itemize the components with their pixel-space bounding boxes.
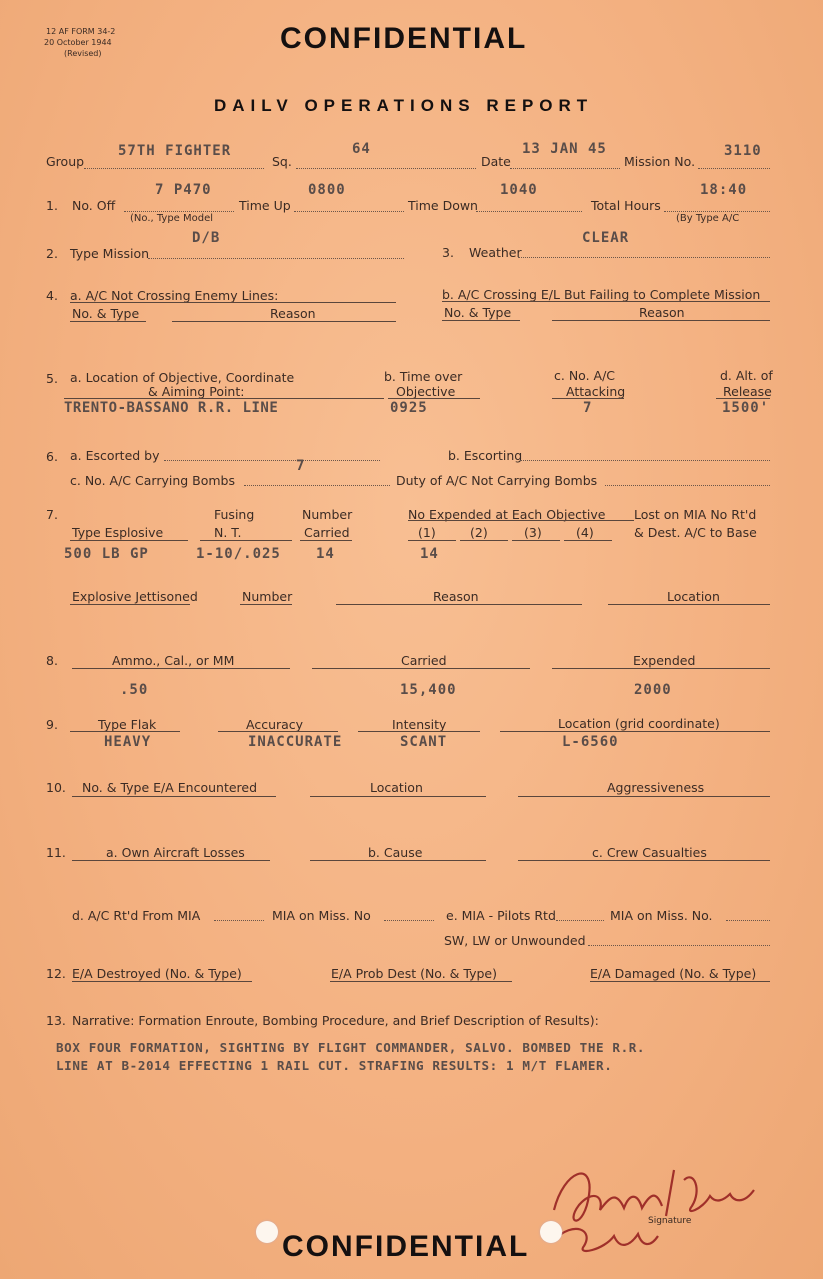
form-number: 12 AF FORM 34-2 xyxy=(46,27,116,36)
mia-pilots-label: e. MIA - Pilots Rtd xyxy=(446,908,556,923)
flak-type-value: HEAVY xyxy=(104,734,152,750)
intensity-label: Intensity xyxy=(392,717,447,732)
by-type-label: (By Type A/C xyxy=(676,213,740,224)
cause-label: b. Cause xyxy=(368,845,423,860)
escorting-label: b. Escorting xyxy=(448,448,523,463)
objective-1-label: (1) xyxy=(418,525,436,540)
flak-intensity-value: SCANT xyxy=(400,734,448,750)
time-down-value: 1040 xyxy=(500,182,538,198)
reason-label-a: Reason xyxy=(270,306,316,321)
aggressiveness-label: Aggressiveness xyxy=(607,780,705,795)
objective-4-label: (4) xyxy=(576,525,594,540)
ammo-expended-label: Expended xyxy=(633,653,696,668)
objective-value: TRENTO-BASSANO R.R. LINE xyxy=(64,400,279,416)
carrying-bombs-value: 7 xyxy=(296,458,306,474)
ammo-cal-value: .50 xyxy=(120,682,149,698)
alt-release-label-1: d. Alt. of xyxy=(720,368,773,383)
date-value: 13 JAN 45 xyxy=(522,141,607,157)
ea-destroyed-label: E/A Destroyed (No. & Type) xyxy=(72,966,242,981)
mia-miss-label-2: MIA on Miss. No. xyxy=(610,908,713,923)
not-crossing-label: a. A/C Not Crossing Enemy Lines: xyxy=(70,288,279,303)
classification-top: CONFIDENTIAL xyxy=(280,22,528,55)
narrative-label: Narrative: Formation Enroute, Bombing Procedure, and Brief Description of Results): xyxy=(72,1013,599,1028)
signature-image xyxy=(534,1150,764,1260)
escorted-by-label: a. Escorted by xyxy=(70,448,160,463)
item-6-number: 6. xyxy=(46,449,58,464)
narrative-line-1: BOX FOUR FORMATION, SIGHTING BY FLIGHT COMMANDER, SALVO. BOMBED THE R.R. xyxy=(56,1040,646,1055)
time-down-label: Time Down xyxy=(408,198,478,213)
item-11-number: 11. xyxy=(46,845,66,860)
time-over-label-1: b. Time over xyxy=(384,369,463,384)
item-10-number: 10. xyxy=(46,780,66,795)
mission-no-value: 3110 xyxy=(724,143,762,159)
no-off-label: No. Off xyxy=(72,198,116,213)
crew-casualties-label: c. Crew Casualties xyxy=(592,845,707,860)
objective-label-2: & Aiming Point: xyxy=(148,384,245,399)
accuracy-label: Accuracy xyxy=(246,717,304,732)
flak-location-label: Location (grid coordinate) xyxy=(558,716,720,731)
jettisoned-reason-label: Reason xyxy=(433,589,479,604)
date-label: Date xyxy=(481,154,511,169)
time-over-label-2: Objective xyxy=(396,384,456,399)
type-flak-label: Type Flak xyxy=(98,717,157,732)
ea-location-label: Location xyxy=(370,780,423,795)
group-label: Group xyxy=(46,154,85,169)
time-up-label: Time Up xyxy=(239,198,291,213)
explosive-value: 500 LB GP xyxy=(64,546,149,562)
ammo-carried-label: Carried xyxy=(401,653,447,668)
report-title: DAILV OPERATIONS REPORT xyxy=(214,96,594,115)
item-13-number: 13. xyxy=(46,1013,66,1028)
jettisoned-label: Explosive Jettisoned xyxy=(72,589,198,604)
expended-1-value: 14 xyxy=(420,546,439,562)
lost-label-1: Lost on MIA No Rt'd xyxy=(634,507,757,522)
no-type-label-b: No. & Type xyxy=(444,305,512,320)
ammo-carried-value: 15,400 xyxy=(400,682,457,698)
carried-label: Carried xyxy=(304,525,350,540)
item-12-number: 12. xyxy=(46,966,66,981)
objective-2-label: (2) xyxy=(470,525,488,540)
objective-label-1: a. Location of Objective, Coordinate xyxy=(70,370,295,385)
fusing-value: 1-10/.025 xyxy=(196,546,281,562)
reason-label-b: Reason xyxy=(639,305,685,320)
no-off-value: 7 P470 xyxy=(155,182,212,198)
sw-lw-label: SW, LW or Unwounded xyxy=(444,933,586,948)
flak-location-value: L-6560 xyxy=(562,734,619,750)
type-explosive-label: Type Esplosive xyxy=(72,525,164,540)
ammo-label: Ammo., Cal., or MM xyxy=(112,653,235,668)
sq-label: Sq. xyxy=(272,154,292,169)
alt-release-label-2: Release xyxy=(723,384,772,399)
no-type-label-a: No. & Type xyxy=(72,306,140,321)
crossing-failing-label: b. A/C Crossing E/L But Failing to Complete Mission xyxy=(442,287,761,302)
carrying-bombs-label: c. No. A/C Carrying Bombs xyxy=(70,473,236,488)
punch-hole-right xyxy=(540,1221,562,1243)
no-attacking-label-1: c. No. A/C xyxy=(554,368,616,383)
classification-bottom: CONFIDENTIAL xyxy=(282,1230,530,1263)
number-carried-value: 14 xyxy=(316,546,335,562)
jettisoned-number-label: Number xyxy=(242,589,293,604)
nt-label: N. T. xyxy=(214,525,242,540)
total-hours-label: Total Hours xyxy=(591,198,661,213)
duty-label: Duty of A/C Not Carrying Bombs xyxy=(396,473,598,488)
lost-label-2: & Dest. A/C to Base xyxy=(634,525,757,540)
number-label: Number xyxy=(302,507,353,522)
fusing-label: Fusing xyxy=(214,507,255,522)
item-2-number: 2. xyxy=(46,246,58,261)
form-revised: (Revised) xyxy=(64,49,102,58)
sq-value: 64 xyxy=(352,141,371,157)
ammo-expended-value: 2000 xyxy=(634,682,672,698)
item-8-number: 8. xyxy=(46,653,58,668)
flak-accuracy-value: INACCURATE xyxy=(248,734,343,750)
narrative-line-2: LINE AT B-2014 EFFECTING 1 RAIL CUT. STRAFING RESULTS: 1 M/T FLAMER. xyxy=(56,1058,613,1073)
own-losses-label: a. Own Aircraft Losses xyxy=(106,845,245,860)
no-type-model-label: (No., Type Model xyxy=(130,213,214,224)
weather-label: Weather xyxy=(469,245,522,260)
weather-value: CLEAR xyxy=(582,230,630,246)
mia-miss-label-1: MIA on Miss. No xyxy=(272,908,371,923)
time-up-value: 0800 xyxy=(308,182,346,198)
total-hours-value: 18:40 xyxy=(700,182,748,198)
rtd-from-mia-label: d. A/C Rt'd From MIA xyxy=(72,908,201,923)
form-date: 20 October 1944 xyxy=(44,38,112,47)
no-expended-label: No Expended at Each Objective xyxy=(408,507,606,522)
punch-hole-left xyxy=(256,1221,278,1243)
item-3-number: 3. xyxy=(442,245,454,260)
no-attacking-label-2: Attacking xyxy=(566,384,626,399)
item-4-number: 4. xyxy=(46,288,58,303)
type-mission-value: D/B xyxy=(192,230,221,246)
ea-prob-label: E/A Prob Dest (No. & Type) xyxy=(331,966,497,981)
time-over-value: 0925 xyxy=(390,400,428,416)
type-mission-label: Type Mission xyxy=(70,246,150,261)
jettisoned-location-label: Location xyxy=(667,589,720,604)
no-attacking-value: 7 xyxy=(583,400,593,416)
ea-damaged-label: E/A Damaged (No. & Type) xyxy=(590,966,757,981)
item-9-number: 9. xyxy=(46,717,58,732)
alt-release-value: 1500' xyxy=(722,400,770,416)
item-7-number: 7. xyxy=(46,507,58,522)
objective-3-label: (3) xyxy=(524,525,542,540)
item-5-number: 5. xyxy=(46,371,58,386)
mission-no-label: Mission No. xyxy=(624,154,696,169)
group-value: 57TH FIGHTER xyxy=(118,143,232,159)
ea-encountered-label: No. & Type E/A Encountered xyxy=(82,780,258,795)
signature-label: Signature xyxy=(648,1216,692,1226)
item-1-number: 1. xyxy=(46,198,58,213)
